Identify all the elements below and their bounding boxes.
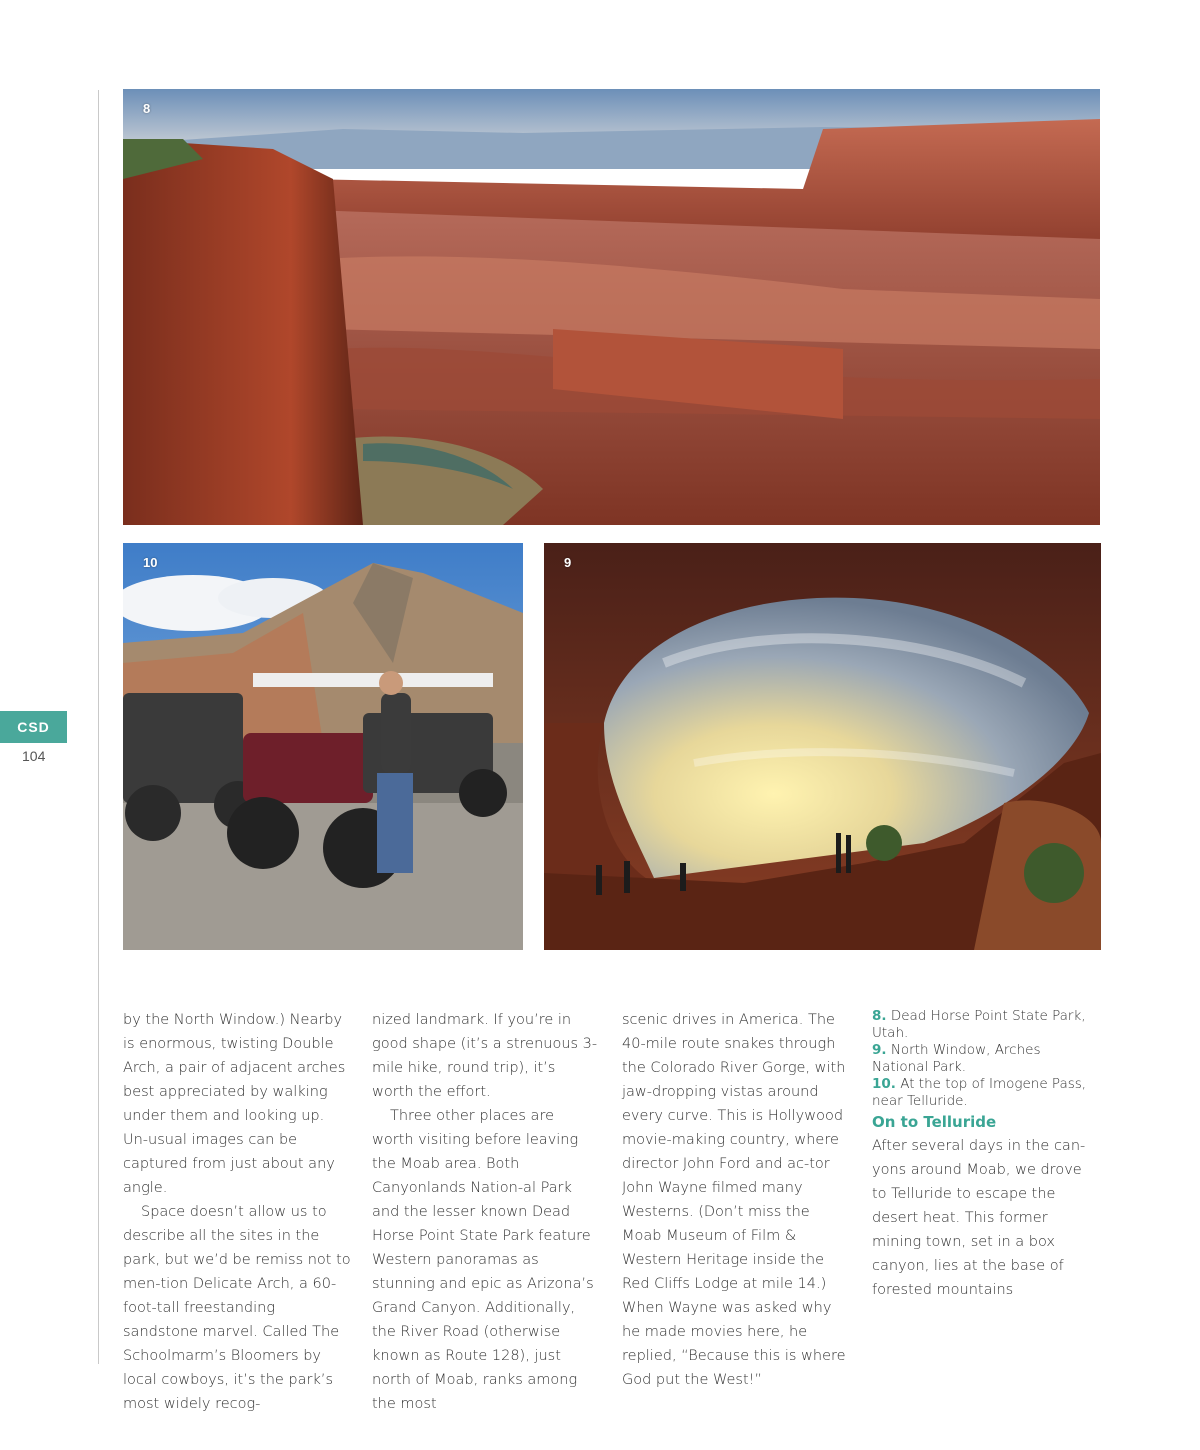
paragraph: Space doesn’t allow us to describe all the sites in the park, but we’d be remiss not to men-tion Delicate Arch, a 60-foot-tall freestanding sandstone marvel. Called The Schoolmarm’s Bloomers by local cowboys, it’s the park’s most widely recog-	[123, 1204, 351, 1412]
text-column-1	[123, 1008, 351, 1416]
photo-caption	[872, 1076, 1100, 1110]
photo-number: 8	[143, 101, 151, 116]
section-heading: On to Telluride	[872, 1113, 997, 1131]
caption-text: North Window, Arches National Park.	[872, 1042, 1041, 1075]
photo-number: 10	[143, 555, 158, 570]
canyon-panorama-image	[123, 89, 1100, 525]
text-column-2	[372, 1008, 600, 1416]
photo-north-window	[544, 543, 1101, 950]
caption-number: 8.	[872, 1008, 887, 1024]
photo-dead-horse-point	[123, 89, 1100, 525]
paragraph: by the North Window.) Nearby is enormous, twisting Double Arch, a pair of adjacent arches best appreciated by walking under them and looking up. Un-usual images can be captured from just about any angle.	[123, 1012, 346, 1196]
text-column-3	[622, 1008, 850, 1392]
arch-silhouette-image	[544, 543, 1101, 950]
paragraph: After several days in the can-yons around Moab, we drove to Telluride to escape the desert heat. This former mining town, set in a box canyon, lies at the base of forested mountains	[872, 1138, 1086, 1298]
caption-text: At the top of Imogene Pass, near Telluride.	[872, 1076, 1087, 1109]
photo-caption	[872, 1008, 1100, 1042]
photo-imogene-pass	[123, 543, 523, 950]
paragraph: nized landmark. If you’re in good shape (it’s a strenuous 3-mile hike, round trip), it’s worth the effort.	[372, 1012, 598, 1100]
utv-mountain-image	[123, 543, 523, 950]
paragraph: Three other places are worth visiting before leaving the Moab area. Both Canyonlands Nation-al Park and the lesser known Dead Horse Point State Park feature Western panoramas as stunning and epic as Arizona’s Grand Canyon. Additionally, the River Road (otherwise known as Route 128), just north of Moab, ranks among the most	[372, 1108, 594, 1412]
caption-text: Dead Horse Point State Park, Utah.	[872, 1008, 1086, 1041]
caption-number: 9.	[872, 1042, 887, 1058]
photo-number: 9	[564, 555, 572, 570]
caption-number: 10.	[872, 1076, 896, 1092]
section-tab: CSD	[0, 711, 67, 743]
paragraph: scenic drives in America. The 40-mile route snakes through the Colorado River Gorge, with jaw-dropping vistas around every curve. This is Hollywood movie-making country, where director John Ford and ac-tor John Wayne filmed many Westerns. (Don’t miss the Moab Museum of Film & Western Heritage inside the Red Cliffs Lodge at mile 14.) When Wayne was asked why he made movies here, he replied, “Because this is where God put the West!”	[622, 1012, 846, 1388]
photo-caption	[872, 1042, 1100, 1076]
text-column-4	[872, 1008, 1100, 1302]
page-margin-rule	[98, 90, 99, 1364]
page-number: 104	[22, 748, 46, 764]
